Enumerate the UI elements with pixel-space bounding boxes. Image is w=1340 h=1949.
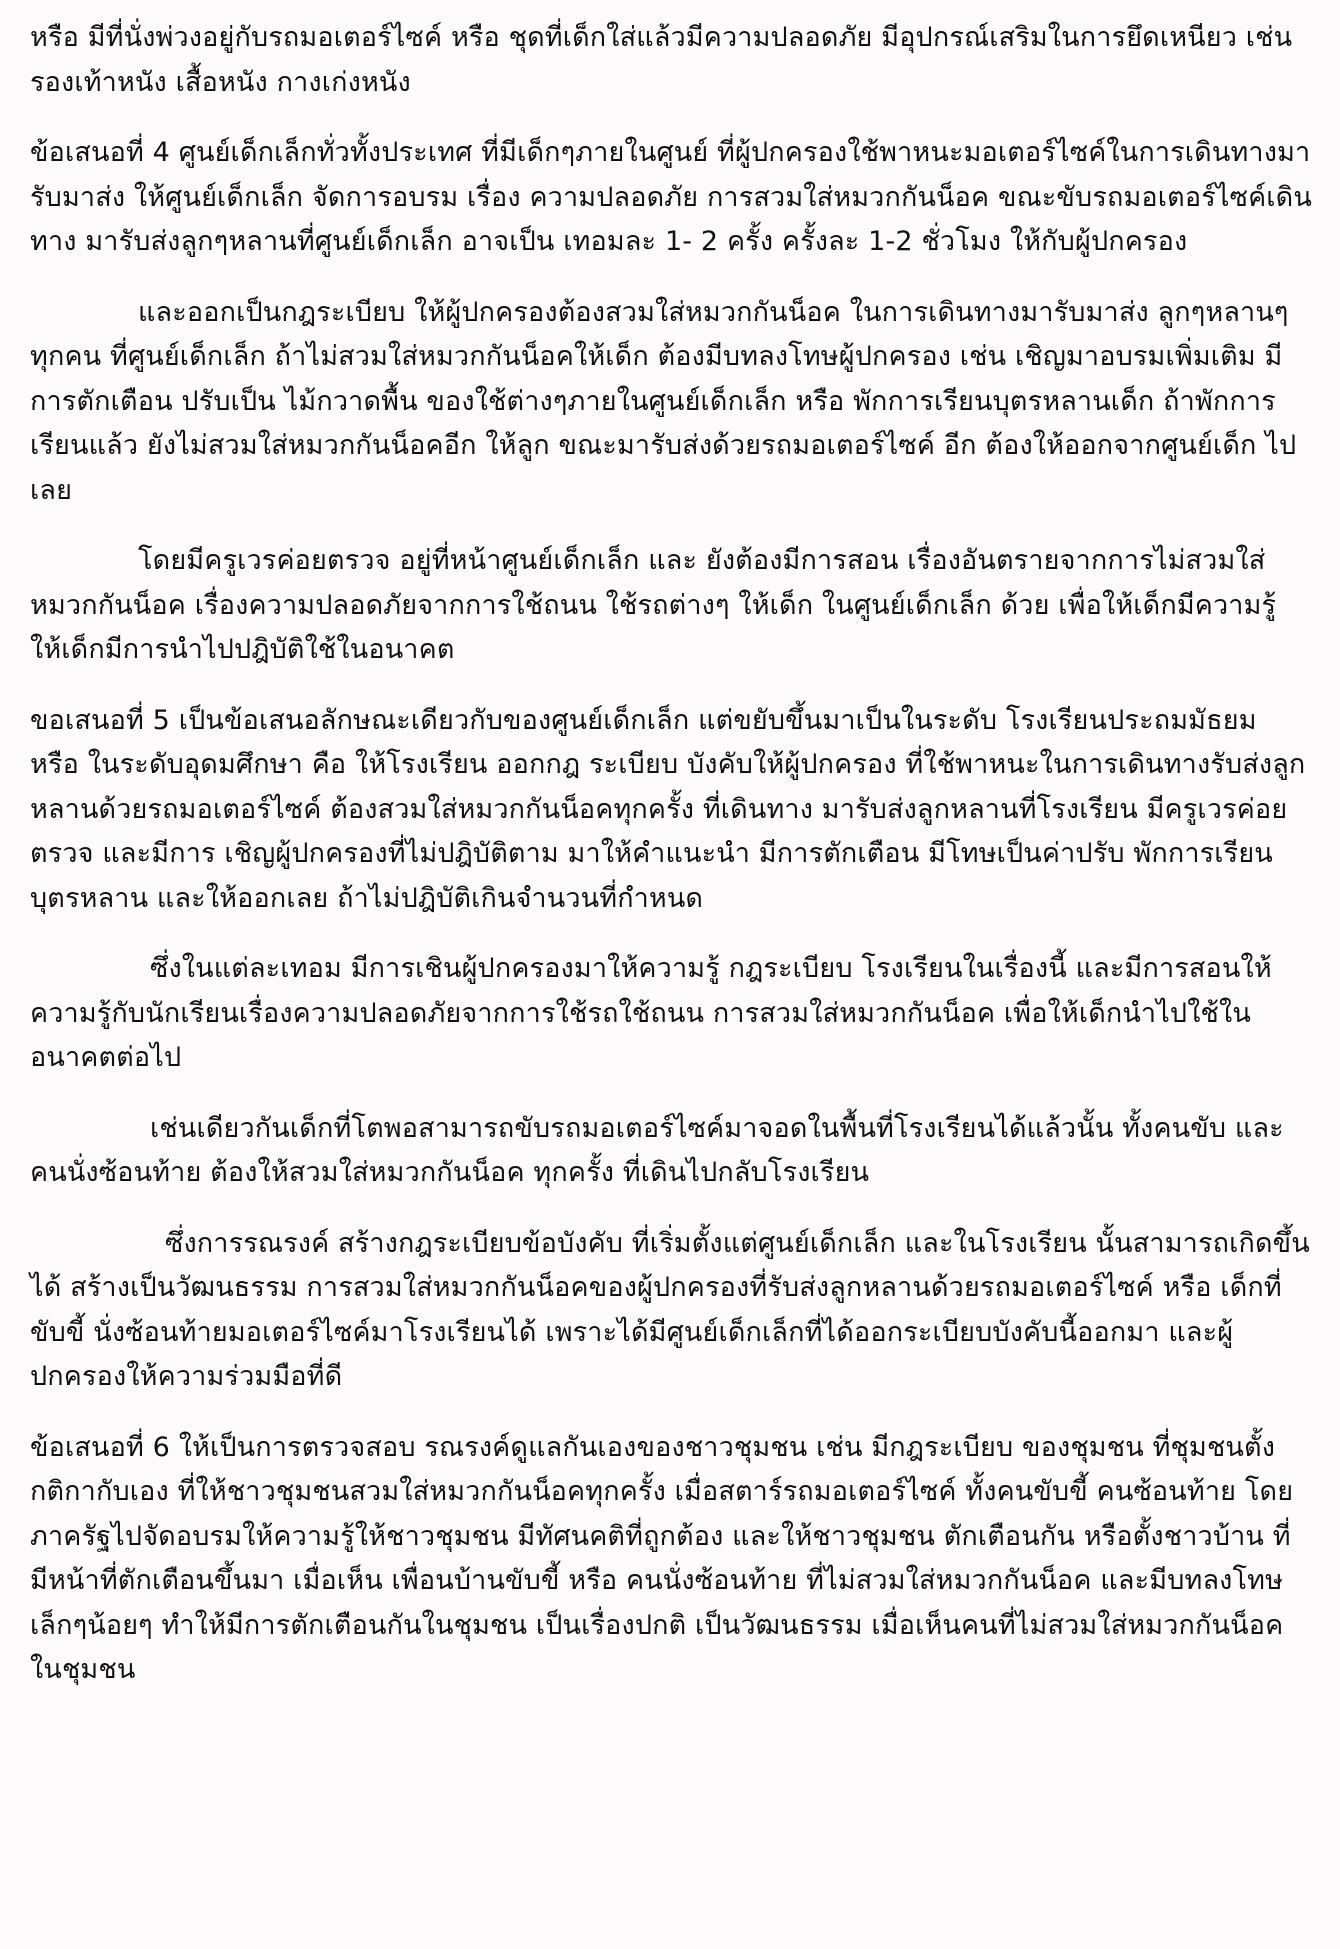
- paragraph-8: ซึ่งการรณรงค์ สร้างกฎระเบียบข้อบังคับ ที่เริ่มตั้งแต่ศูนย์เด็กเล็ก และในโรงเรียน นั้นสามารถเกิดขึ้นได้ สร้างเป็นวัฒนธรรม การสวมใส่หมวกกันน็อคของผู้ปกครองที่รับส่งลูกหลานด้วยรถมอเตอร์ไซค์ หรือ เด็กที่ขับขี้ นั่งซ้อนท้ายมอเตอร์ไซค์มาโรงเรียนได้ เพราะได้มีศูนย์เด็กเล็กที่ได้ออกระเบียบบังคับนี้ออกมา และผู้ปกครองให้ความร่วมมือที่ดี: [30, 1227, 1310, 1392]
- paragraph-7: เช่นเดียวกันเด็กที่โตพอสามารถขับรถมอเตอร์ไซค์มาจอดในพื้นที่โรงเรียนได้แล้วนั้น ทั้งคนขับ และ คนนั่งซ้อนท้าย ต้องให้สวมใส่หมวกกันน็อค ทุกครั้ง ที่เดินไปกลับโรงเรียน: [30, 1112, 1284, 1188]
- paragraph-9: ข้อเสนอที่ 6 ให้เป็นการตรวจสอบ รณรงค์ดูแลกันเองของชาวชุมชน เช่น มีกฎระเบียบ ของชุมชน ที่ชุมชนตั้ง กติกากับเอง ที่ให้ชาวชุมชนสวมใส่หมวกกันน็อคทุกครั้ง เมื่อสตาร์รถมอเตอร์ไซค์ ทั้งคนขับขี้ คนซ้อนท้าย โดยภาครัฐไปจัดอบรมให้ความรู้ให้ชาวชุมชน มีทัศนคติที่ถูกต้อง และให้ชาวชุมชน ตักเตือนกัน หรือตั้งชาวบ้าน ที่มีหน้าที่ตักเตือนขึ้นมา เมื่อเห็น เพื่อนบ้านขับขี้ หรือ คนนั่งซ้อนท้าย ที่ไม่สวมใส่หมวกกันน็อค และมีบทลงโทษเล็กๆน้อยๆ ทำให้มีการตักเตือนกันในชุมชน เป็นเรื่องปกติ เป็นวัฒนธรรม เมื่อเห็นคนที่ไม่สวมใส่หมวกกันน็อค ในชุมชน: [30, 1431, 1294, 1685]
- paragraph-4: โดยมีครูเวรค่อยตรวจ อยู่ที่หน้าศูนย์เด็กเล็ก และ ยังต้องมีการสอน เรื่องอันตรายจากการไม่สวมใส่หมวกกันน็อค เรื่องความปลอดภัยจากการใช้ถนน ใช้รถต่างๆ ให้เด็ก ในศูนย์เด็กเล็ก ด้วย เพื่อให้เด็กมีความรู้ ให้เด็กมีการนำไปปฎิบัติใช้ในอนาคต: [30, 545, 1277, 665]
- paragraph-6: ซึ่งในแต่ละเทอม มีการเชินผู้ปกครองมาให้ความรู้ กฎระเบียบ โรงเรียนในเรื่องนี้ และมีการสอนให้ความรู้กับนักเรียนเรื่องความปลอดภัยจากการใช้รถใช้ถนน การสวมใส่หมวกกันน็อค เพื่อให้เด็กนำไปใช้ในอนาคตต่อไป: [30, 953, 1272, 1073]
- paragraph-2: ข้อเสนอที่ 4 ศูนย์เด็กเล็กทั่วทั้งประเทศ ที่มีเด็กๆภายในศูนย์ ที่ผู้ปกครองใช้พาหนะมอเตอร์ไซค์ในการเดินทางมารับมาส่ง ให้ศูนย์เด็กเล็ก จัดการอบรม เรื่อง ความปลอดภัย การสวมใส่หมวกกันน็อค ขณะขับรถมอเตอร์ไซค์เดินทาง มารับส่งลูกๆหลานที่ศูนย์เด็กเล็ก อาจเป็น เทอมละ 1- 2 ครั้ง ครั้งละ 1-2 ชั่วโมง ให้กับผู้ปกครอง: [30, 137, 1312, 257]
- paragraph-1: หรือ มีที่นั่งพ่วงอยู่กับรถมอเตอร์ไซค์ หรือ ชุดที่เด็กใส่แล้วมีความปลอดภัย มีอุปกรณ์เสริมในการยึดเหนียว เช่น รองเท้าหนัง เสื้อหนัง กางเก่งหนัง: [30, 22, 1293, 98]
- paragraph-5: ขอเสนอที่ 5 เป็นข้อเสนอลักษณะเดียวกับของศูนย์เด็กเล็ก แต่ขยับขึ้นมาเป็นในระดับ โรงเรียนประถมมัธยม หรือ ในระดับอุดมศึกษา คือ ให้โรงเรียน ออกกฎ ระเบียบ บังคับให้ผู้ปกครอง ที่ใช้พาหนะในการเดินทางรับส่งลูกหลานด้วยรถมอเตอร์ไซค์ ต้องสวมใส่หมวกกันน็อคทุกครั้ง ที่เดินทาง มารับส่งลูกหลานที่โรงเรียน มีครูเวรค่อยตรวจ และมีการ เชิญผู้ปกครองที่ไม่ปฎิบัติตาม มาให้คำแนะนำ มีการตักเตือน มีโทษเป็นค่าปรับ พักการเรียนบุตรหลาน และให้ออกเลย ถ้าไม่ปฎิบัติเกินจำนวนที่กำหนด: [30, 704, 1306, 914]
- paragraph-3: และออกเป็นกฎระเบียบ ให้ผู้ปกครองต้องสวมใส่หมวกกันน็อค ในการเดินทางมารับมาส่ง ลูกๆหลานๆทุกคน ที่ศูนย์เด็กเล็ก ถ้าไม่สวมใส่หมวกกันน็อคให้เด็ก ต้องมีบทลงโทษผู้ปกครอง เช่น เชิญมาอบรมเพิ่มเติม มีการตักเตือน ปรับเป็น ไม้กวาดพื้น ของใช้ต่างๆภายในศูนย์เด็กเล็ก หรือ พักการเรียนบุตรหลานเด็ก ถ้าพักการเรียนแล้ว ยังไม่สวมใส่หมวกกันน็อคอีก ให้ลูก ขณะมารับส่งด้วยรถมอเตอร์ไซค์ อีก ต้องให้ออกจากศูนย์เด็ก ไปเลย: [30, 296, 1297, 506]
